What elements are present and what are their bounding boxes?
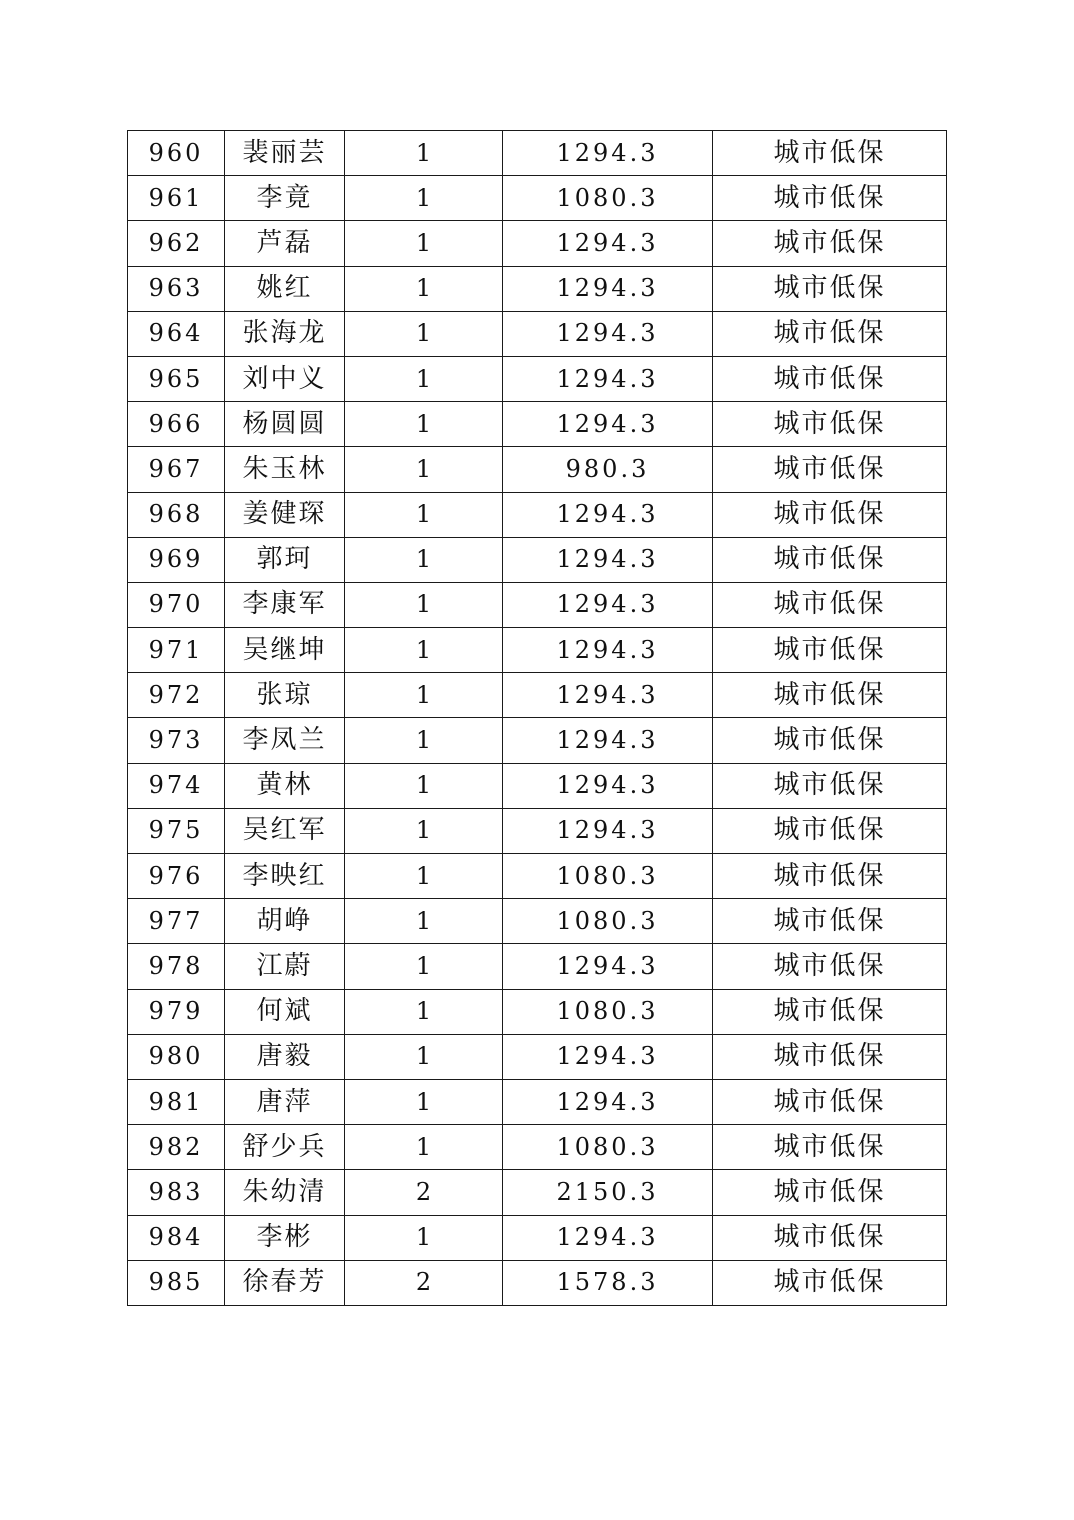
row-number-cell: 980: [128, 1034, 225, 1079]
recipient-name-cell: 姚红: [225, 266, 345, 311]
subsidy-amount-cell: 1294.3: [503, 1215, 713, 1260]
household-count-cell: 1: [345, 1125, 503, 1170]
assistance-type-cell: 城市低保: [713, 808, 947, 853]
roster-table-body: [128, 131, 947, 1306]
row-number-cell: 963: [128, 266, 225, 311]
row-number-cell: 975: [128, 808, 225, 853]
row-number-cell: 968: [128, 492, 225, 537]
recipient-name-cell: 裴丽芸: [225, 131, 345, 176]
table-row: [128, 221, 947, 266]
row-number-cell: 974: [128, 763, 225, 808]
table-row: [128, 266, 947, 311]
row-number-cell: 976: [128, 854, 225, 899]
assistance-type-cell: 城市低保: [713, 311, 947, 356]
subsidy-amount-cell: 1080.3: [503, 899, 713, 944]
subsidy-amount-cell: 1294.3: [503, 402, 713, 447]
recipient-name-cell: 吴红军: [225, 808, 345, 853]
subsidy-amount-cell: 1294.3: [503, 311, 713, 356]
row-number-cell: 973: [128, 718, 225, 763]
subsidy-amount-cell: 1294.3: [503, 537, 713, 582]
table-row: [128, 944, 947, 989]
household-count-cell: 1: [345, 221, 503, 266]
recipient-name-cell: 李竟: [225, 176, 345, 221]
assistance-type-cell: 城市低保: [713, 402, 947, 447]
table-row: [128, 311, 947, 356]
table-row: [128, 854, 947, 899]
subsidy-amount-cell: 1294.3: [503, 628, 713, 673]
recipient-name-cell: 张海龙: [225, 311, 345, 356]
assistance-type-cell: 城市低保: [713, 1079, 947, 1124]
assistance-type-cell: 城市低保: [713, 854, 947, 899]
household-count-cell: 1: [345, 1079, 503, 1124]
row-number-cell: 962: [128, 221, 225, 266]
household-count-cell: 1: [345, 808, 503, 853]
household-count-cell: 2: [345, 1170, 503, 1215]
household-count-cell: 1: [345, 763, 503, 808]
assistance-type-cell: 城市低保: [713, 944, 947, 989]
table-row: [128, 447, 947, 492]
recipient-name-cell: 何斌: [225, 989, 345, 1034]
row-number-cell: 985: [128, 1260, 225, 1305]
assistance-type-cell: 城市低保: [713, 537, 947, 582]
assistance-type-cell: 城市低保: [713, 628, 947, 673]
subsidy-amount-cell: 1294.3: [503, 492, 713, 537]
table-row: [128, 402, 947, 447]
row-number-cell: 966: [128, 402, 225, 447]
subsidy-amount-cell: 1294.3: [503, 718, 713, 763]
subsidy-amount-cell: 1080.3: [503, 1125, 713, 1170]
table-row: [128, 763, 947, 808]
subsidy-amount-cell: 1080.3: [503, 989, 713, 1034]
subsidy-amount-cell: 1294.3: [503, 266, 713, 311]
table-row: [128, 1170, 947, 1215]
subsidy-amount-cell: 1294.3: [503, 1079, 713, 1124]
assistance-type-cell: 城市低保: [713, 266, 947, 311]
recipient-name-cell: 姜健琛: [225, 492, 345, 537]
assistance-type-cell: 城市低保: [713, 718, 947, 763]
recipient-name-cell: 刘中义: [225, 356, 345, 401]
row-number-cell: 965: [128, 356, 225, 401]
assistance-type-cell: 城市低保: [713, 673, 947, 718]
row-number-cell: 961: [128, 176, 225, 221]
recipient-name-cell: 吴继坤: [225, 628, 345, 673]
assistance-type-cell: 城市低保: [713, 989, 947, 1034]
row-number-cell: 960: [128, 131, 225, 176]
table-row: [128, 628, 947, 673]
subsidy-amount-cell: 1294.3: [503, 131, 713, 176]
row-number-cell: 977: [128, 899, 225, 944]
assistance-type-cell: 城市低保: [713, 899, 947, 944]
assistance-type-cell: 城市低保: [713, 447, 947, 492]
recipient-name-cell: 胡峥: [225, 899, 345, 944]
household-count-cell: 1: [345, 356, 503, 401]
table-row: [128, 673, 947, 718]
table-row: [128, 808, 947, 853]
household-count-cell: 1: [345, 899, 503, 944]
table-row: [128, 582, 947, 627]
row-number-cell: 964: [128, 311, 225, 356]
recipient-name-cell: 朱幼清: [225, 1170, 345, 1215]
assistance-type-cell: 城市低保: [713, 763, 947, 808]
recipient-name-cell: 芦磊: [225, 221, 345, 266]
recipient-name-cell: 舒少兵: [225, 1125, 345, 1170]
household-count-cell: 1: [345, 673, 503, 718]
subsidy-amount-cell: 1294.3: [503, 1034, 713, 1079]
row-number-cell: 969: [128, 537, 225, 582]
subsidy-amount-cell: 1294.3: [503, 356, 713, 401]
subsidy-amount-cell: 1294.3: [503, 221, 713, 266]
household-count-cell: 1: [345, 266, 503, 311]
assistance-roster-table: [127, 130, 947, 1306]
household-count-cell: 1: [345, 944, 503, 989]
table-row: [128, 1260, 947, 1305]
row-number-cell: 967: [128, 447, 225, 492]
recipient-name-cell: 朱玉林: [225, 447, 345, 492]
subsidy-amount-cell: 1578.3: [503, 1260, 713, 1305]
assistance-type-cell: 城市低保: [713, 1170, 947, 1215]
assistance-type-cell: 城市低保: [713, 176, 947, 221]
subsidy-amount-cell: 2150.3: [503, 1170, 713, 1215]
household-count-cell: 1: [345, 628, 503, 673]
household-count-cell: 1: [345, 582, 503, 627]
household-count-cell: 1: [345, 176, 503, 221]
subsidy-amount-cell: 1294.3: [503, 673, 713, 718]
row-number-cell: 983: [128, 1170, 225, 1215]
assistance-type-cell: 城市低保: [713, 131, 947, 176]
table-row: [128, 1079, 947, 1124]
table-row: [128, 718, 947, 763]
subsidy-amount-cell: 980.3: [503, 447, 713, 492]
subsidy-amount-cell: 1294.3: [503, 944, 713, 989]
recipient-name-cell: 李凤兰: [225, 718, 345, 763]
household-count-cell: 1: [345, 854, 503, 899]
recipient-name-cell: 徐春芳: [225, 1260, 345, 1305]
subsidy-amount-cell: 1294.3: [503, 582, 713, 627]
table-row: [128, 492, 947, 537]
recipient-name-cell: 江蔚: [225, 944, 345, 989]
table-row: [128, 356, 947, 401]
subsidy-amount-cell: 1080.3: [503, 176, 713, 221]
row-number-cell: 979: [128, 989, 225, 1034]
household-count-cell: 1: [345, 537, 503, 582]
recipient-name-cell: 李彬: [225, 1215, 345, 1260]
table-row: [128, 899, 947, 944]
subsidy-amount-cell: 1294.3: [503, 763, 713, 808]
household-count-cell: 1: [345, 1215, 503, 1260]
household-count-cell: 1: [345, 311, 503, 356]
table-row: [128, 176, 947, 221]
assistance-type-cell: 城市低保: [713, 221, 947, 266]
assistance-type-cell: 城市低保: [713, 1260, 947, 1305]
table-row: [128, 1215, 947, 1260]
row-number-cell: 984: [128, 1215, 225, 1260]
table-row: [128, 537, 947, 582]
table-row: [128, 1125, 947, 1170]
household-count-cell: 1: [345, 402, 503, 447]
recipient-name-cell: 黄林: [225, 763, 345, 808]
assistance-type-cell: 城市低保: [713, 1034, 947, 1079]
subsidy-amount-cell: 1080.3: [503, 854, 713, 899]
table-row: [128, 131, 947, 176]
row-number-cell: 972: [128, 673, 225, 718]
table-row: [128, 989, 947, 1034]
household-count-cell: 1: [345, 989, 503, 1034]
row-number-cell: 971: [128, 628, 225, 673]
household-count-cell: 1: [345, 1034, 503, 1079]
assistance-type-cell: 城市低保: [713, 582, 947, 627]
household-count-cell: 1: [345, 492, 503, 537]
subsidy-amount-cell: 1294.3: [503, 808, 713, 853]
household-count-cell: 1: [345, 718, 503, 763]
table-row: [128, 1034, 947, 1079]
assistance-type-cell: 城市低保: [713, 356, 947, 401]
row-number-cell: 982: [128, 1125, 225, 1170]
recipient-name-cell: 唐毅: [225, 1034, 345, 1079]
assistance-type-cell: 城市低保: [713, 1125, 947, 1170]
household-count-cell: 1: [345, 131, 503, 176]
row-number-cell: 978: [128, 944, 225, 989]
recipient-name-cell: 李映红: [225, 854, 345, 899]
recipient-name-cell: 李康军: [225, 582, 345, 627]
row-number-cell: 981: [128, 1079, 225, 1124]
household-count-cell: 1: [345, 447, 503, 492]
recipient-name-cell: 郭珂: [225, 537, 345, 582]
assistance-type-cell: 城市低保: [713, 1215, 947, 1260]
recipient-name-cell: 杨圆圆: [225, 402, 345, 447]
recipient-name-cell: 唐萍: [225, 1079, 345, 1124]
assistance-type-cell: 城市低保: [713, 492, 947, 537]
row-number-cell: 970: [128, 582, 225, 627]
recipient-name-cell: 张琼: [225, 673, 345, 718]
household-count-cell: 2: [345, 1260, 503, 1305]
